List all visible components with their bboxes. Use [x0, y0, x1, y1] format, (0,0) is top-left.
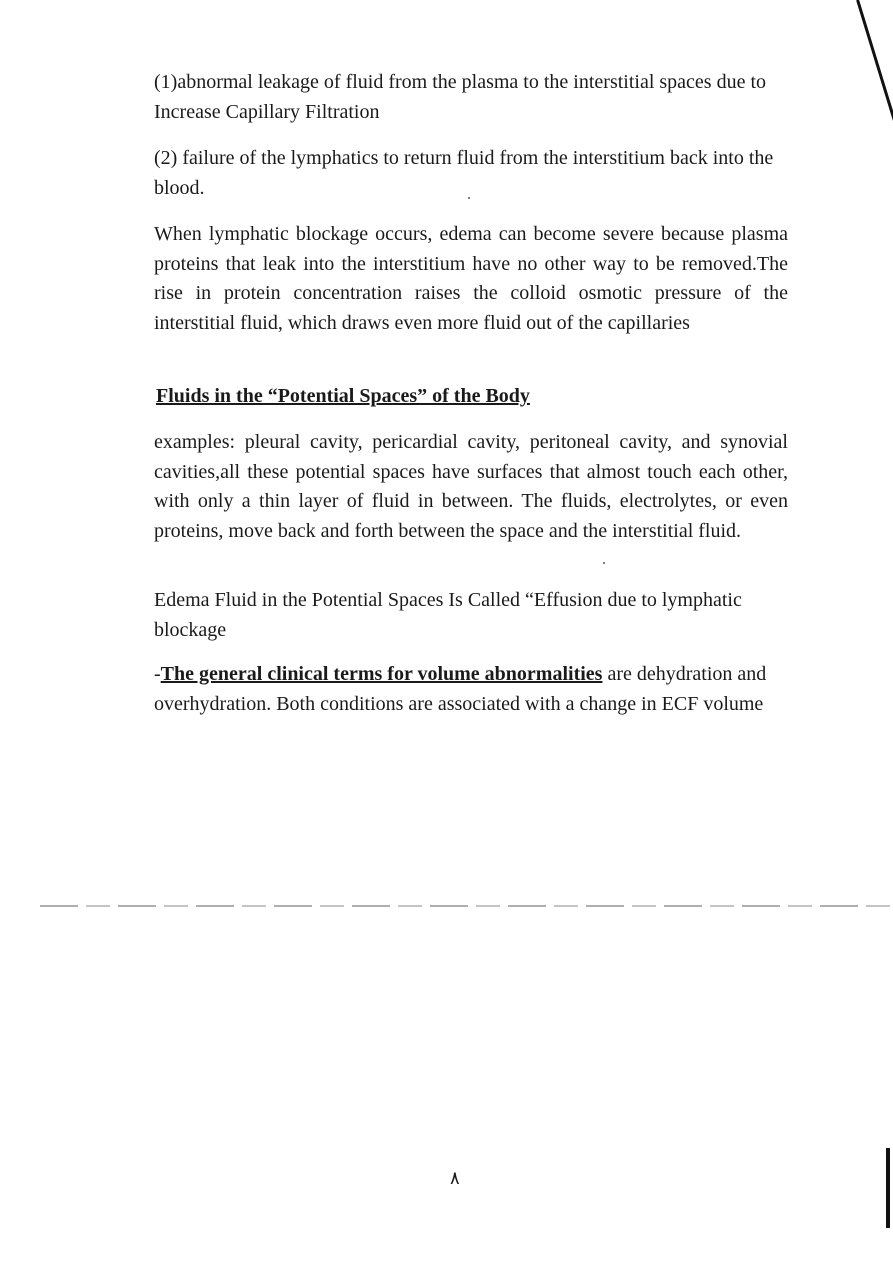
paragraph-lymphatic-failure: (2) failure of the lymphatics to return fluid from the interstitium back into the blood. — [154, 147, 774, 199]
scan-artifact-mark — [886, 1148, 890, 1228]
scan-speck — [603, 562, 605, 564]
page-number: ٨ — [450, 1168, 460, 1189]
bold-term-volume-abnormalities: The general clinical terms for volume abnormalities — [160, 663, 603, 685]
paragraph-lymphatic-blockage: When lymphatic blockage occurs, edema can become severe because plasma proteins that leak into the interstitium have no other way to be removed.The rise in protein concentration raises the colloid osmotic pressure of the interstitial fluid, which draws even more fluid out of the capillaries — [154, 223, 788, 334]
dash-prefix: - — [154, 663, 161, 685]
paragraph-abnormal-leakage: (1)abnormal leakage of fluid from the plasma to the interstitial spaces due to Increase Capillary Filtration — [154, 71, 767, 123]
paragraph-volume-abnormalities — [154, 660, 788, 719]
paragraph-effusion: Edema Fluid in the Potential Spaces Is Called “Effusion due to lymphatic blockage — [154, 589, 742, 641]
scan-artifact-mark — [856, 0, 893, 163]
paragraph-potential-spaces-examples: examples: pleural cavity, pericardial cavity, peritoneal cavity, and synovial cavities,all these potential spaces have surfaces that almost touch each other, with only a thin layer of fluid in between. The fluids, electrolytes, or even proteins, move back and forth between the space and the interstitial fluid. — [154, 431, 788, 542]
dashed-separator — [40, 905, 890, 907]
volume-abnormalities-text: are dehydration and overhydration. Both conditions are associated with a change in ECF volume — [154, 663, 767, 715]
section-heading-potential-spaces: Fluids in the “Potential Spaces” of the Body — [156, 385, 530, 407]
